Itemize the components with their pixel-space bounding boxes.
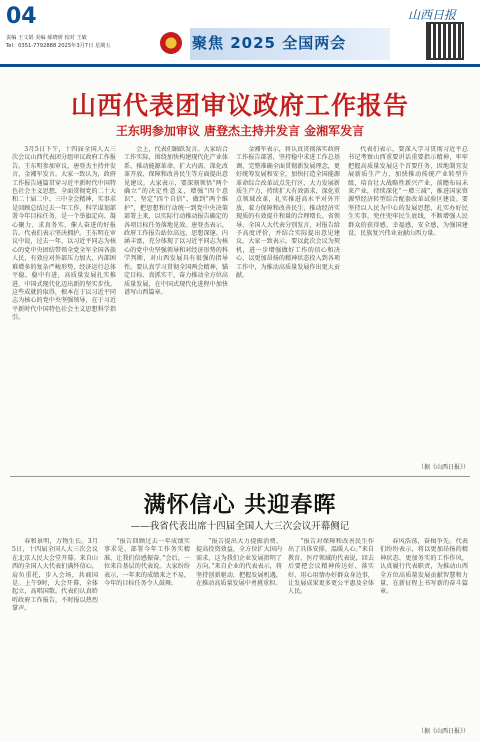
article2-column-4: “报告对保障和改善民生作出了具体安排，温暖人心。”来自教育、医疗领域的代表说，回去后要把会议精神传达好、落实好，用心用情办好群众身边事，让发展成果更多更公平惠及全体人民。	[288, 538, 374, 596]
article-divider	[10, 476, 470, 477]
article1-column-3: 金湘军表示，将认真贯彻落实政府工作报告部署，坚持稳中求进工作总基调，完整准确全面贯彻新发展理念，更好统筹发展和安全，加快打造全国能源革命综合改革试点先行区，大力发展新质生产力，持续扩大有效需求，深化重点领域改革，扎实推进高水平对外开放，着力保障和改善民生，推动经济实现质的有效提升和量的合理增长。省领导、全国人大代表分别发言，对报告给予高度评价，并结合实际提出意见建议。大家一致表示，要以此次会议为契机，进一步增强做好工作的信心和决心，以更加昂扬的精神状态投入到各项工作中，为推动高质量发展作出更大贡献。	[236, 146, 340, 280]
national-emblem-icon	[160, 32, 182, 54]
article1-source: （据《山西日报》）	[418, 464, 470, 471]
article2-column-1: 春和景明，万物生长。3月5日，十四届全国人大三次会议在北京人民大会堂开幕。来自山西的全国人大代表们满怀信心，肩负重托，步入会场，共商国是。上午9时，大会开幕，全体起立，高唱国歌。代表们认真聆听政府工作报告，不时报以热烈掌声。	[12, 538, 98, 613]
editor-line: 责编 王文娟 美编 郝晓妍 校对 王敏	[6, 35, 87, 41]
article2-column-3: “报告提出大力提振消费、提高投资效益，全方位扩大国内需求，这为我们企业发展指明了方向。”来自企业的代表表示，将坚持创新驱动，把握发展机遇，在推动高质量发展中勇挑重担。	[196, 538, 282, 588]
date-line: Tel：0351-7792888 2025年3月7日 星期五	[6, 43, 111, 49]
article2-column-2: “报告回顾过去一年成绩实事求是，部署今年工作务实精准，让我们倍感振奋。”会后，一位来自基层的代表说。大家纷纷表示，一年来的成绩来之不易，今年的目标任务令人鼓舞。	[104, 538, 190, 588]
article1-column-4: 代表们表示，要深入学习贯彻习近平总书记考察山西重要讲话重要指示精神，牢牢把握高质量发展这个首要任务，因地制宜发展新质生产力，加快推动传统产业转型升级，培育壮大战略性新兴产业，前瞻布局未来产业，持续深化“一增三减”，推进国家资源型经济转型综合配套改革试验区建设。要坚持以人民为中心的发展思想，扎实办好民生实事，兜住兜牢民生底线，不断增强人民群众的获得感、幸福感、安全感，为强国建设、民族复兴伟业贡献山西力量。	[348, 146, 468, 238]
article1-column-1: 3月5日下午，十四届全国人大三次会议山西代表团分组审议政府工作报告。王东明参加审议，唐登杰主持并发言，金湘军发言。大家一致认为，政府工作报告通篇贯穿习近平新时代中国特色社会主义思想，全面贯彻党的二十大和二十届二中、三中全会精神，实事求是回顾总结过去一年工作，科学谋划部署今年目标任务，是一个举旗定向、凝心聚力、求真务实、催人奋进的好报告。代表们表示坚决拥护。王东明在审议中说，过去一年，以习近平同志为核心的党中央团结带领全党全军全国各族人民，有效应对外部压力加大、内部困难增多的复杂严峻形势，经济运行总体平稳、稳中有进，高质量发展扎实推进，中国式现代化迈出新的坚实步伐。这些成就的取得，根本在于以习近平同志为核心的党中央坚强领导，在于习近平新时代中国特色社会主义思想科学指引。	[12, 146, 116, 322]
section-title: 聚焦 2025 全国两会	[192, 34, 347, 52]
headline-2: 满怀信心 共迎春晖	[143, 493, 337, 518]
headline-1: 山西代表团审议政府工作报告	[70, 91, 409, 120]
page-meta	[6, 34, 156, 50]
article1-column-2: 会上，代表们踊跃发言。大家结合工作实际，围绕加快构建现代化产业体系、推动能源革命、扩大内需、深化改革开放、保障和改善民生等方面提出意见建议。大家表示，要深刻领悟“两个确立”的决定性意义，增强“四个意识”、坚定“四个自信”、做到“两个维护”，把思想和行动统一到党中央决策部署上来，以实际行动推动报告确定的各项目标任务落地见效。唐登杰表示，政府工作报告站位高远、思想深邃、内涵丰富，充分体现了以习近平同志为核心的党中央坚强领导和对经济形势的科学判断，对山西发展具有很强的指导性。要认真学习贯彻全国两会精神，锚定目标、真抓实干，奋力推动全方位高质量发展，在中国式现代化进程中加快谱写山西篇章。	[124, 146, 228, 296]
subheadline-1: 王东明参加审议 唐登杰主持并发言 金湘军发言	[115, 124, 365, 138]
page-header	[0, 0, 480, 68]
newspaper-brand: 山西日报	[408, 8, 457, 22]
article2-source: （据《山西日报》）	[418, 728, 470, 735]
subheadline-2: ——我省代表出席十四届全国人大三次会议开幕侧记	[130, 521, 350, 532]
header-rule	[0, 64, 480, 67]
qr-code-icon	[426, 22, 464, 60]
article2-column-5: 春风浩荡，奋楫争先。代表们纷纷表示，将以更加昂扬的精神状态、更加务实的工作作风，认真履行代表职责，为推动山西全方位高质量发展贡献智慧和力量，在新征程上书写新的奋斗篇章。	[380, 538, 468, 596]
page-number: 04	[6, 4, 37, 29]
